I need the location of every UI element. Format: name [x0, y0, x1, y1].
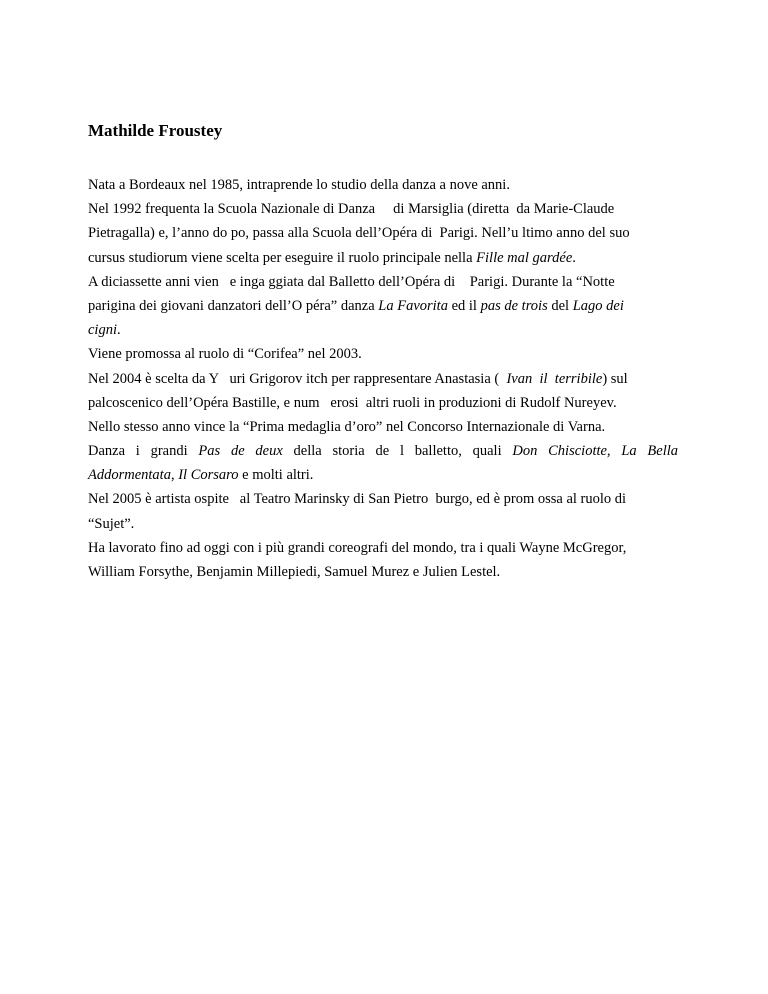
text-line [88, 318, 678, 342]
text-line [88, 197, 678, 221]
text-segment: del [547, 297, 573, 314]
italic-text: Pas de deux [198, 443, 283, 460]
italic-text: Addormentata [88, 467, 171, 484]
text-line [88, 342, 678, 366]
text-segment: Nello stesso anno vince la “Prima medaglia d’oro” nel Concorso Internazionale di Varna. [88, 418, 606, 435]
text-line [88, 270, 678, 294]
text-segment: , [170, 467, 179, 484]
document-body [88, 173, 678, 584]
text-segment: palcoscenico dell’Opéra Bastille, e num erosi altri ruoli in produzioni di Rudolf Nureyev. [88, 394, 617, 411]
italic-text: Il Corsaro [178, 467, 239, 484]
italic-text: Don Chisciotte, La Bella [512, 443, 679, 460]
text-line [88, 439, 678, 463]
text-line [88, 391, 678, 415]
italic-text: pas de trois [480, 297, 548, 314]
text-line [88, 246, 678, 270]
text-segment: ) sul [602, 370, 628, 387]
text-segment: e molti altri. [238, 467, 314, 484]
text-line [88, 463, 678, 487]
text-segment: . [572, 249, 576, 266]
document-title: Mathilde Froustey [88, 121, 223, 140]
italic-text: Fille mal gardée [476, 249, 573, 266]
text-segment: Viene promossa al ruolo di “Corifea” nel 2003. [88, 346, 362, 363]
text-segment: Nel 2004 è scelta da Y uri Grigorov itch per rappresentare Anastasia ( [88, 370, 507, 387]
text-line [88, 415, 678, 439]
text-line [88, 536, 678, 560]
text-line [88, 560, 678, 584]
text-segment: “Sujet”. [88, 515, 135, 532]
text-segment: Danza i grandi [88, 443, 199, 460]
text-line [88, 221, 678, 245]
italic-text: La Favorita [378, 297, 448, 314]
text-line [88, 173, 678, 197]
text-segment: William Forsythe, Benjamin Millepiedi, Samuel Murez e Julien Lestel. [88, 564, 501, 580]
text-line [88, 367, 678, 391]
text-segment: cursus studiorum viene scelta per eseguire il ruolo principale nella [88, 249, 477, 266]
italic-text: Lago dei [572, 297, 624, 314]
text-segment: della storia de l balletto, quali [282, 443, 513, 460]
text-segment: . [117, 322, 121, 339]
italic-text: Ivan il terribile [506, 370, 603, 387]
text-segment: Ha lavorato fino ad oggi con i più grandi coreografi del mondo, tra i quali Wayne McGregor, [88, 539, 627, 556]
text-segment: Nata a Bordeaux nel 1985, intraprende lo studio della danza a nove anni. [88, 177, 510, 193]
text-segment: Nel 2005 è artista ospite al Teatro Marinsky di San Pietro burgo, ed è prom ossa al ruolo di [88, 491, 627, 508]
text-segment: Pietragalla) e, l’anno do po, passa alla Scuola dell’Opéra di Parigi. Nell’u ltimo anno del suo [88, 225, 630, 242]
italic-text: cigni [88, 322, 117, 339]
text-segment: A diciassette anni vien e inga ggiata dal Balletto dell’Opéra di Parigi. Durante la “Notte [88, 273, 615, 290]
text-line [88, 294, 678, 318]
text-line [88, 512, 678, 536]
text-segment: parigina dei giovani danzatori dell’O péra” danza [88, 297, 379, 314]
text-segment: ed il [447, 297, 481, 314]
text-line [88, 487, 678, 511]
text-segment: Nel 1992 frequenta la Scuola Nazionale di Danza di Marsiglia (diretta da Marie-Claude [88, 201, 615, 218]
